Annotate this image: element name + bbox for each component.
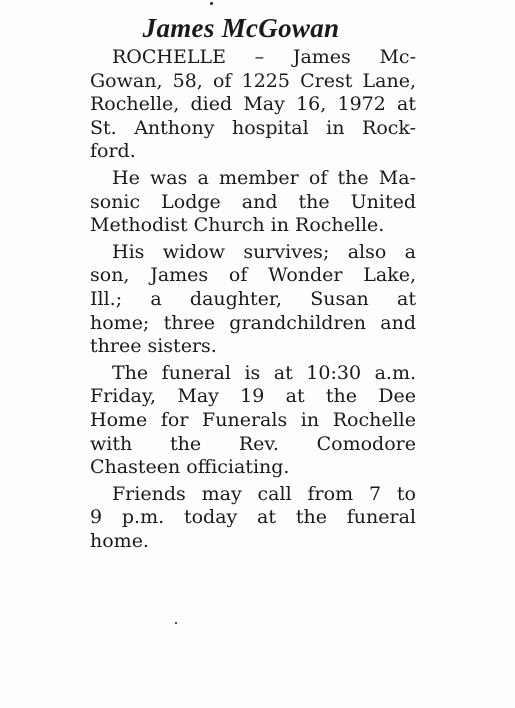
obituary-paragraph-5	[66, 483, 416, 554]
text-line: He was a member of the Ma-	[112, 166, 416, 189]
text-line: The funeral is at 10:30 a.m.	[112, 361, 416, 384]
print-speck	[210, 2, 213, 5]
text-line: home.	[90, 529, 149, 552]
text-line: Gowan, 58, of 1225 Crest Lane,	[90, 69, 416, 92]
obituary-paragraph-3	[66, 241, 416, 359]
print-speck	[175, 622, 177, 624]
text-line: son, James of Wonder Lake,	[90, 264, 416, 287]
text-line: 9 p.m. today at the funeral	[90, 506, 416, 529]
obituary-paragraph-2	[66, 167, 416, 238]
text-line: Friends may call from 7 to	[112, 482, 416, 505]
text-line: Home for Funerals in Rochelle	[90, 408, 416, 431]
text-line: His widow survives; also a	[112, 240, 416, 263]
text-line: three sisters.	[90, 335, 217, 358]
text-line: ford.	[90, 140, 136, 163]
text-line: sonic Lodge and the United	[90, 190, 416, 213]
text-line: Rochelle, died May 16, 1972 at	[90, 93, 416, 116]
obituary-paragraph-1	[66, 46, 416, 164]
text-line: St. Anthony hospital in Rock-	[90, 116, 416, 139]
text-line: Ill.; a daughter, Susan at	[90, 287, 416, 310]
text-line: Chasteen officiating.	[90, 456, 290, 479]
obituary-article	[66, 12, 416, 556]
text-line: ROCHELLE – James Mc-	[112, 46, 416, 68]
text-line: home; three grandchildren and	[90, 311, 416, 334]
obituary-paragraph-4	[66, 362, 416, 480]
text-line: Methodist Church in Rochelle.	[90, 214, 385, 237]
obituary-headline: James McGowan	[142, 13, 340, 43]
text-line: with the Rev. Comodore	[90, 432, 416, 455]
text-line: Friday, May 19 at the Dee	[90, 385, 416, 408]
